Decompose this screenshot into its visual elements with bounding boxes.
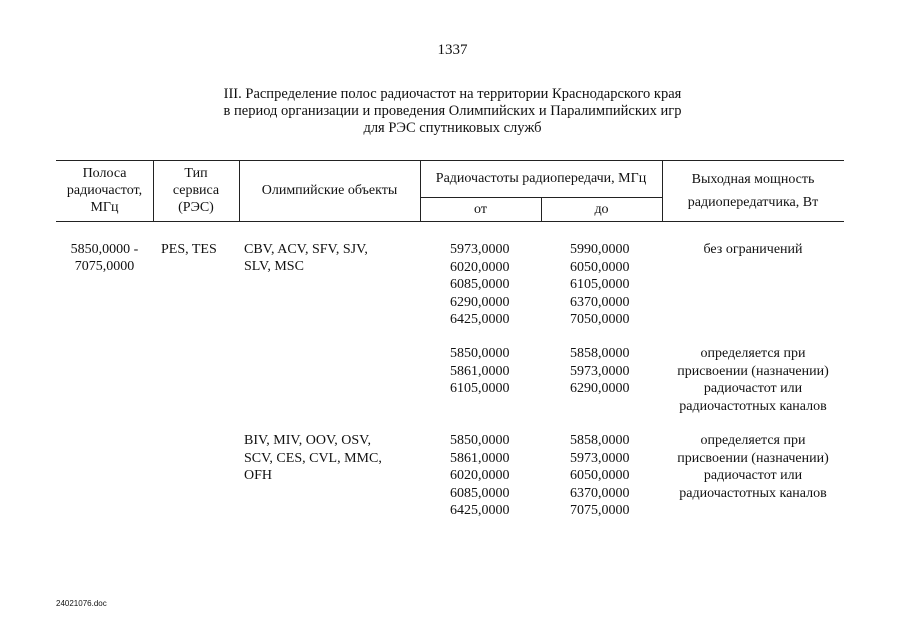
header-power (662, 160, 844, 221)
frequency-to: 6370,0000 (570, 294, 630, 310)
frequency-from: 6290,0000 (450, 294, 510, 310)
frequency-from: 6425,0000 (450, 503, 510, 518)
objects-line: SLV, MSC (244, 259, 304, 274)
header-service-line: Тип (184, 166, 208, 181)
output-power-line: присвоении (назначении) (677, 450, 829, 466)
output-power (662, 241, 844, 258)
frequency-to: 5973,0000 (570, 363, 630, 379)
frequency-to-list (570, 241, 630, 329)
frequency-from: 6425,0000 (450, 312, 510, 327)
frequency-to: 6290,0000 (570, 381, 630, 396)
objects-line: OFH (244, 468, 273, 483)
olympic-objects-group-2 (244, 432, 382, 485)
title-line: III. Распределение полос радиочастот на территории Краснодарского края (223, 86, 682, 102)
frequency-to: 6370,0000 (570, 485, 630, 501)
header-service-line: (РЭС) (178, 200, 214, 215)
frequency-from-list (450, 345, 510, 398)
header-band (56, 160, 153, 221)
header-from: от (474, 201, 487, 217)
frequency-from-list (450, 241, 510, 329)
frequency-from: 5861,0000 (450, 450, 510, 466)
band-range-line: 7075,0000 (74, 259, 135, 274)
output-power-line: без ограничений (703, 242, 803, 257)
objects-line: SCV, CES, CVL, MMC, (244, 450, 382, 466)
title-line: в период организации и проведения Олимпийских и Паралимпийских игр (223, 103, 682, 119)
header-bottom-rule (56, 221, 844, 222)
output-power-line: определяется при (700, 346, 806, 361)
output-power-line: присвоении (назначении) (677, 363, 829, 379)
frequency-from: 5861,0000 (450, 363, 510, 379)
document-title (0, 86, 905, 137)
frequency-from-list (450, 432, 510, 520)
service-type: PES, TES (161, 242, 217, 257)
frequency-to: 6050,0000 (570, 259, 630, 275)
band-range (56, 241, 153, 275)
page-number: 1337 (437, 42, 468, 58)
frequency-from: 5850,0000 (450, 433, 510, 448)
frequency-to: 5990,0000 (570, 242, 630, 257)
frequency-to: 5973,0000 (570, 450, 630, 466)
frequency-to: 7075,0000 (570, 503, 630, 518)
objects-line: BIV, MIV, OOV, OSV, (244, 433, 371, 448)
output-power (662, 345, 844, 415)
frequency-to-list (570, 432, 630, 520)
title-line: для РЭС спутниковых служб (363, 120, 542, 136)
header-band-line: радиочастот, (66, 183, 143, 198)
frequency-to: 7050,0000 (570, 312, 630, 327)
header-power-line: радиопередатчика, Вт (687, 194, 819, 210)
output-power-line: радиочастот или (703, 381, 803, 396)
band-range-line: 5850,0000 - (70, 242, 139, 257)
frequency-to: 6050,0000 (570, 468, 630, 483)
frequency-to: 5858,0000 (570, 433, 630, 448)
frequency-from: 6020,0000 (450, 259, 510, 275)
objects-line: CBV, ACV, SFV, SJV, (244, 242, 368, 257)
frequency-to: 5858,0000 (570, 346, 630, 361)
header-objects: Олимпийские объекты (261, 183, 398, 198)
output-power-line: определяется при (700, 433, 806, 448)
output-power-line: радиочастотных каналов (679, 398, 827, 414)
frequency-from: 5973,0000 (450, 242, 510, 257)
document-filename: 24021076.doc (56, 599, 107, 608)
output-power (662, 432, 844, 502)
frequency-from: 6085,0000 (450, 485, 510, 501)
olympic-objects-group-1 (244, 241, 368, 275)
header-frequencies: Радиочастоты радиопередачи, МГц (435, 171, 647, 186)
frequency-to: 6105,0000 (570, 277, 630, 292)
frequency-from: 6020,0000 (450, 468, 510, 483)
header-service (153, 160, 239, 221)
frequency-to-list (570, 345, 630, 398)
header-service-line: сервиса (172, 183, 220, 198)
header-power-line: Выходная мощность (691, 171, 815, 187)
header-band-line: МГц (90, 200, 119, 215)
output-power-line: радиочастот или (703, 468, 803, 483)
frequency-from: 5850,0000 (450, 346, 510, 361)
frequency-from: 6105,0000 (450, 381, 510, 396)
header-to: до (594, 201, 609, 217)
header-band-line: Полоса (82, 166, 127, 181)
output-power-line: радиочастотных каналов (679, 485, 827, 501)
frequency-from: 6085,0000 (450, 277, 510, 292)
